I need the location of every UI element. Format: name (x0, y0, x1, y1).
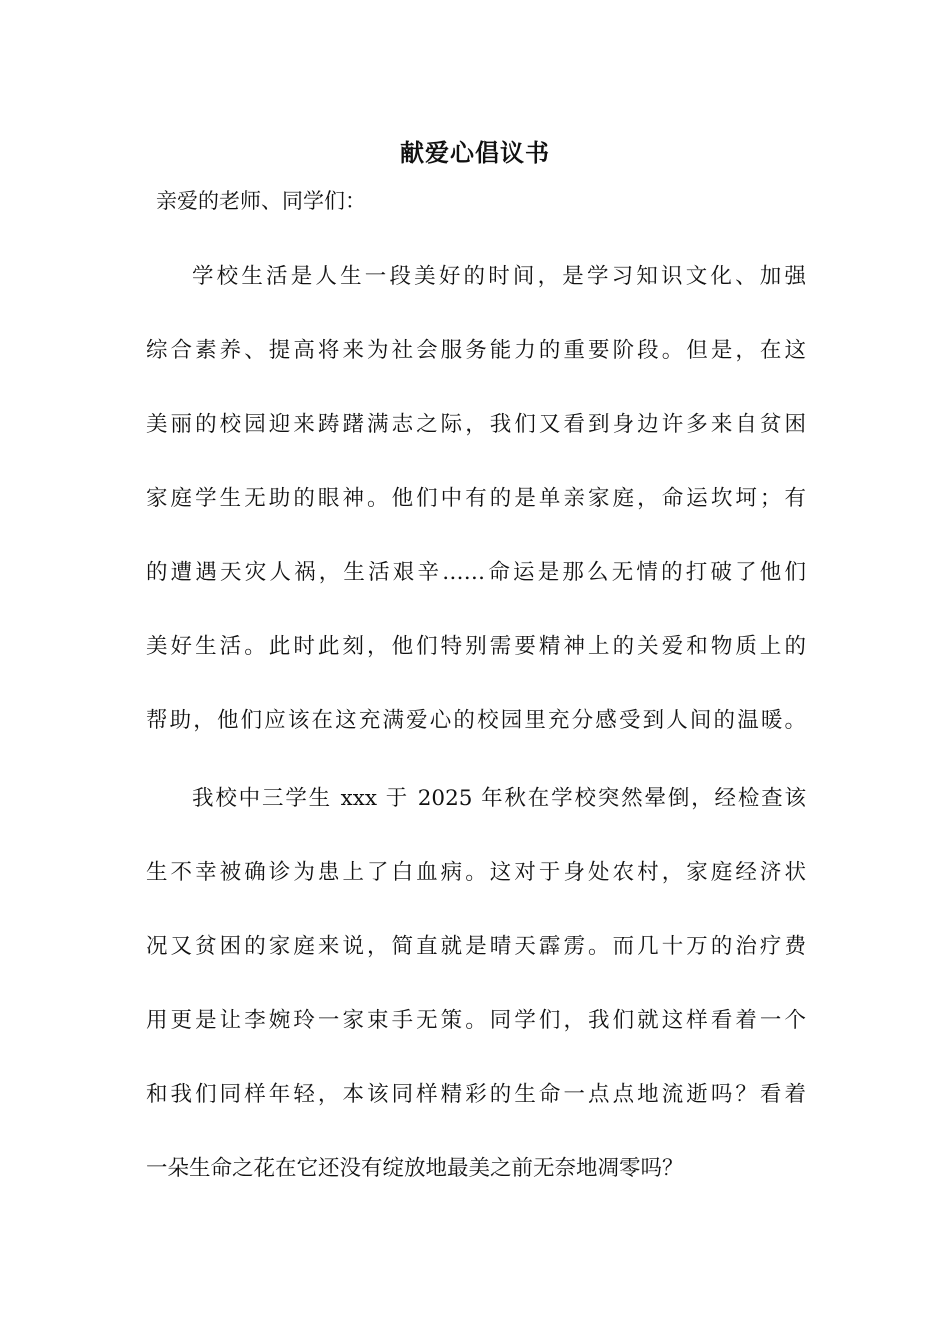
paragraph-line: 生不幸被确诊为患上了白血病。这对于身处农村，家庭经济状 (146, 860, 806, 885)
paragraph-line: 和我们同样年轻，本该同样精彩的生命一点点地流逝吗？看着 (146, 1082, 806, 1107)
salutation: 亲爱的老师、同学们： (156, 189, 366, 213)
paragraph-line: 综合素养、提高将来为社会服务能力的重要阶段。但是，在这 (146, 338, 806, 363)
paragraph-line: 美丽的校园迎来踌躇满志之际，我们又看到身边许多来自贫困 (146, 412, 806, 437)
paragraph-line: 一朵生命之花在它还没有绽放地最美之前无奈地凋零吗？ (146, 1156, 684, 1181)
paragraph-line: 帮助，他们应该在这充满爱心的校园里充分感受到人间的温暖。 (146, 708, 806, 733)
paragraph-line: 学校生活是人生一段美好的时间，是学习知识文化、加强 (192, 264, 806, 289)
paragraph-line: 美好生活。此时此刻，他们特别需要精神上的关爱和物质上的 (146, 634, 806, 659)
paragraph-line: 况又贫困的家庭来说，简直就是晴天霹雳。而几十万的治疗费 (146, 934, 806, 959)
document-title: 献爱心倡议书 (400, 138, 550, 167)
paragraph-line: 家庭学生无助的眼神。他们中有的是单亲家庭，命运坎坷；有 (146, 486, 806, 511)
paragraph-line: 我校中三学生 xxx 于 2025 年秋在学校突然晕倒，经检查该 (192, 786, 806, 811)
paragraph-line: 的遭遇天灾人祸，生活艰辛……命运是那么无情的打破了他们 (146, 560, 806, 585)
paragraph-line: 用更是让李婉玲一家束手无策。同学们，我们就这样看着一个 (146, 1008, 806, 1033)
